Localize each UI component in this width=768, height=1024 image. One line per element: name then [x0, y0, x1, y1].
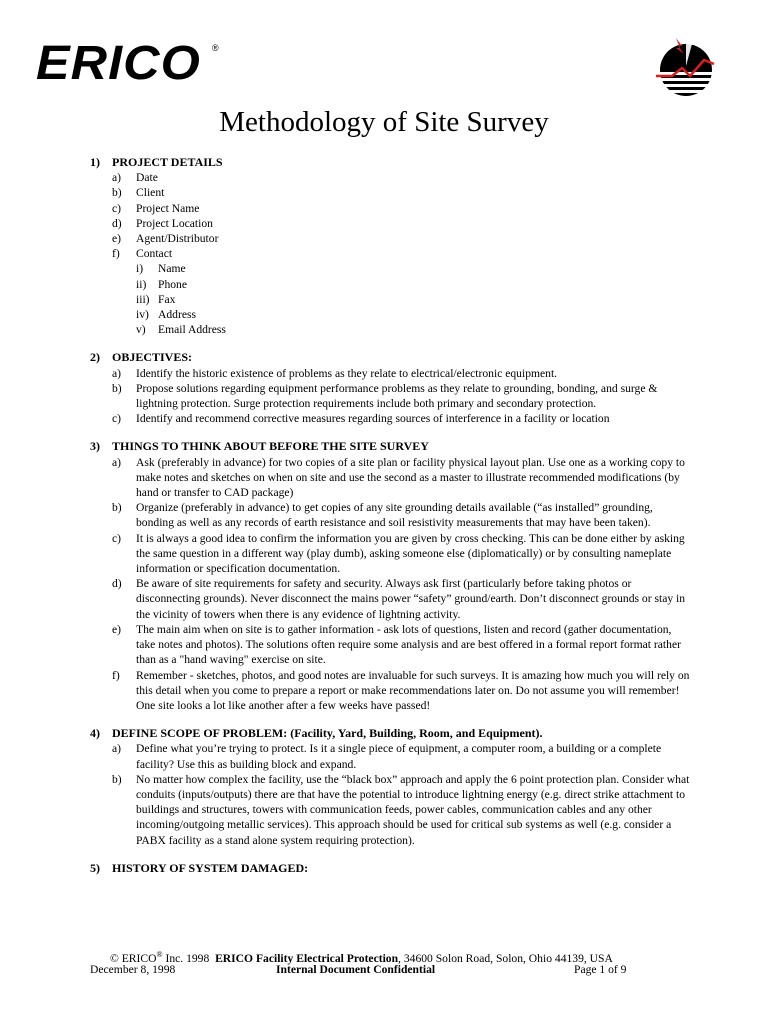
list-item: [90, 246, 690, 261]
sub-list-item: [90, 277, 690, 292]
item-text: Ask (preferably in advance) for two copies of a site plan or facility physical layout plan. Use one as a working copy to make notes and sketches on when on site and use the second as a master to illustrate recommended modifications (by hand or transfer to CAD package): [136, 455, 685, 500]
list-item: [90, 366, 690, 381]
section-heading: [90, 439, 690, 454]
subitem-label: iii): [136, 292, 150, 306]
item-text: It is always a good idea to confirm the information you are given by cross checking. This can be done either by asking the same question in a different way (play dumb), asking someone else (diplomatically) or by consulting nameplate information or specification documentation.: [136, 531, 685, 576]
item-text: The main aim when on site is to gather information - ask lots of questions, listen and record (gather documentation, take notes and photos). The solutions often require some analysis and are best offered in a formal report format rather than as a "hand waving" exercise on site.: [136, 622, 681, 667]
subitem-text: Name: [158, 262, 186, 276]
list-item: [90, 170, 690, 185]
list-item: [90, 411, 690, 426]
item-text: Project Name: [136, 201, 200, 215]
item-label: b): [112, 501, 122, 515]
subitem-text: Phone: [158, 277, 187, 291]
section-define-scope: [90, 726, 690, 848]
item-text: Propose solutions regarding equipment performance problems as they relate to grounding, bonding, and surge & lightning protection. Surge protection requirements include both primary and secondary protection.: [136, 381, 658, 411]
list-item: [90, 455, 690, 501]
sub-list-item: [90, 322, 690, 337]
footer-page-number: Page 1 of 9: [574, 963, 627, 976]
section-heading: [90, 861, 690, 876]
list-item: [90, 500, 690, 530]
footer-copyright: © ERICO: [110, 951, 157, 965]
section-objectives: [90, 350, 690, 426]
sub-list-item: [90, 307, 690, 322]
sub-list-item: [90, 292, 690, 307]
section-number: 3): [90, 439, 100, 454]
item-label: a): [112, 171, 122, 185]
item-label: d): [112, 216, 122, 230]
list-item: [90, 576, 690, 622]
section-heading: [90, 155, 690, 170]
section-before-survey: [90, 439, 690, 713]
item-text: Be aware of site requirements for safety and security. Always ask first (particularly before taking photos or disconnecting grounds). Never disconnect the mains power “safety” ground/earth. Don’t disconnect grounds or stay in the vicinity of towers when there is any evidence of lightning activity.: [136, 577, 686, 621]
section-heading: [90, 726, 690, 741]
section-project-details: [90, 155, 690, 337]
lightning-emblem-icon: [652, 36, 716, 100]
section-number: 1): [90, 155, 100, 169]
subitem-text: Address: [158, 308, 196, 322]
item-label: e): [112, 622, 122, 636]
section-history: [90, 861, 690, 876]
section-heading: [90, 350, 690, 365]
item-text: Project Location: [136, 216, 213, 230]
list-item: [90, 201, 690, 216]
footer-date: December 8, 1998: [90, 963, 176, 976]
list-item: [90, 741, 690, 771]
item-label: a): [112, 366, 122, 380]
section-title: OBJECTIVES:: [112, 350, 193, 365]
item-text: Organize (preferably in advance) to get copies of any site grounding details available (“as installed” grounding, bonding as well as any records of earth resistance and soil resistivity measurements that may have been taken).: [136, 501, 653, 530]
footer-address: , 34600 Solon Road, Solon, Ohio 44139, USA: [398, 951, 613, 965]
subitem-label: ii): [136, 277, 147, 291]
section-number: 4): [90, 726, 100, 741]
footer-confidential: Internal Document Confidential: [276, 963, 436, 976]
item-text: Identify and recommend corrective measures regarding sources of interference in a facility or location: [136, 412, 610, 426]
list-item: [90, 668, 690, 714]
item-label: f): [112, 668, 120, 682]
item-label: d): [112, 577, 122, 591]
subitem-text: Email Address: [158, 323, 226, 337]
item-label: a): [112, 455, 122, 469]
item-text: Remember - sketches, photos, and good notes are invaluable for such surveys. It is amazing how much you will rely on this detail when you come to prepare a report or make recommendations later on. Do not assume you will remember! One site looks a lot like another after a few weeks have passed!: [136, 668, 690, 712]
document-body: [90, 155, 690, 876]
item-text: Date: [136, 171, 158, 185]
item-label: c): [112, 201, 122, 215]
item-label: b): [112, 381, 122, 395]
subitem-text: Fax: [158, 292, 176, 306]
item-label: a): [112, 742, 122, 756]
subitem-label: iv): [136, 308, 149, 322]
item-text: Client: [136, 186, 165, 200]
section-title: DEFINE SCOPE OF PROBLEM: (Facility, Yard, Building, Room, and Equipment).: [112, 726, 543, 741]
list-item: [90, 216, 690, 231]
section-title: PROJECT DETAILS: [112, 155, 223, 169]
subitem-label: i): [136, 262, 144, 276]
item-text: Define what you’re trying to protect. Is it a single piece of equipment, a computer room, a building or a complete facility? Use this as building block and expand.: [136, 742, 662, 771]
section-title: THINGS TO THINK ABOUT BEFORE THE SITE SURVEY: [112, 439, 429, 454]
item-text: Contact: [136, 247, 173, 261]
item-text: Identify the historic existence of problems as they relate to electrical/electronic equipment.: [136, 366, 558, 380]
subitem-label: v): [136, 323, 146, 337]
item-label: b): [112, 186, 122, 200]
section-number: 2): [90, 350, 100, 365]
erico-logo: ERICO: [36, 37, 201, 90]
item-label: c): [112, 412, 122, 426]
list-item: [90, 185, 690, 200]
footer-inc: Inc. 1998: [162, 951, 216, 965]
section-number: 5): [90, 860, 100, 875]
item-text: No matter how complex the facility, use the “black box” approach and apply the 6 point protection plan. Consider what conduits (inputs/outputs) there are that have the potential to introduce lightning energy (e.g. direct strike attachment to buildings and structures, towers with communication feeds, power cables, communication cables and any other incoming/outgoing metallic services). This approach should be used for critical sub systems as well (e.g. consider a PABX facility as a stand alone system requiring protection).: [136, 772, 690, 847]
footer-registered-mark: ®: [156, 950, 163, 959]
list-item: [90, 772, 690, 848]
section-title: HISTORY OF SYSTEM DAMAGED:: [112, 860, 309, 875]
list-item: [90, 531, 690, 577]
page-title: Methodology of Site Survey: [219, 106, 549, 138]
list-item: [90, 381, 690, 411]
item-label: e): [112, 232, 122, 246]
sub-list-item: [90, 261, 690, 276]
list-item: [90, 231, 690, 246]
logo-registered-mark: ®: [212, 43, 219, 53]
item-label: f): [112, 247, 120, 261]
item-text: Agent/Distributor: [136, 232, 219, 246]
item-label: b): [112, 772, 122, 786]
list-item: [90, 622, 690, 668]
footer-company: ERICO Facility Electrical Protection: [215, 951, 399, 965]
item-label: c): [112, 531, 122, 545]
